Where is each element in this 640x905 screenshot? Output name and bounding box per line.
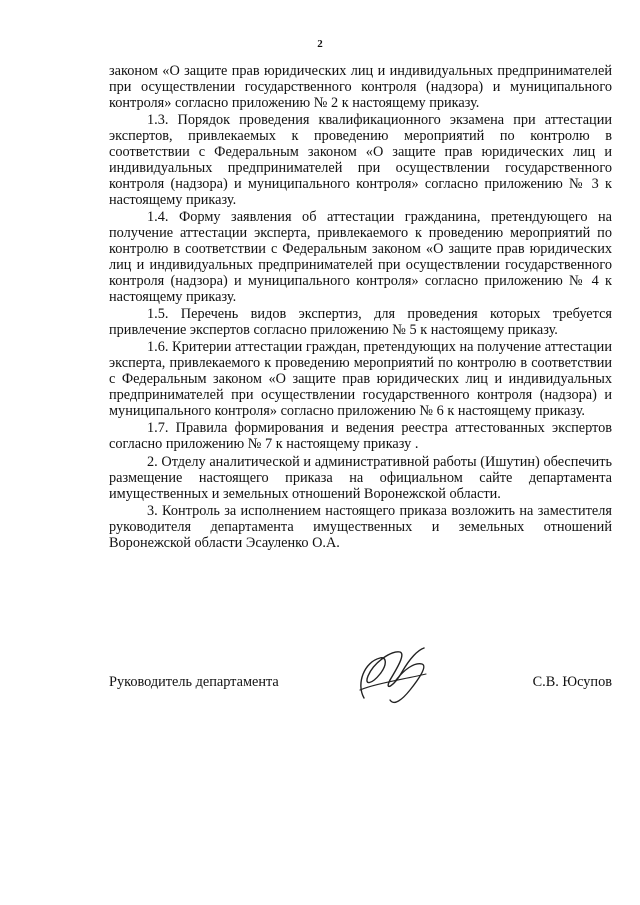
paragraph-1-2-continuation: законом «О защите прав юридических лиц и индивидуальных предпринимателей при осуществлении государственного контроля (надзора) и муниципального контроля» согласно приложению № 2 к настоящему приказу.: [109, 63, 612, 111]
paragraph-3: 3. Контроль за исполнением настоящего приказа возложить на заместителя руководителя департамента имущественных и земельных отношений Воронежской области Эсауленко О.А.: [109, 502, 612, 551]
signatory-name: С.В. Юсупов: [532, 674, 612, 690]
signatory-position: Руководитель департамента: [109, 674, 279, 690]
paragraph-1-5: 1.5. Перечень видов экспертиз, для проведения которых требуется привлечение экспертов согласно приложению № 5 к настоящему приказу.: [109, 306, 612, 338]
paragraph-2: 2. Отделу аналитической и административной работы (Ишутин) обеспечить размещение настоящего приказа на официальном сайте департамента имущественных и земельных отношений Воронежской области.: [109, 453, 612, 502]
paragraph-1-3: 1.3. Порядок проведения квалификационного экзамена при аттестации экспертов, привлекаемых к проведению мероприятий по контролю в соответствии с Федеральным законом «О защите прав юридических лиц и индивидуальных предпринимателей при осуществлении государственного контроля (надзора) и муниципального контроля» согласно приложению № 3 к настоящему приказу.: [109, 112, 612, 208]
page-number: 2: [317, 38, 323, 50]
paragraph-1-6: 1.6. Критерии аттестации граждан, претендующих на получение аттестации эксперта, привлекаемого к проведению мероприятий по контролю в соответствии с Федеральным законом «О защите прав юридических лиц и индивидуальных предпринимателей при осуществлении государственного контроля (надзора) и муниципального контроля» согласно приложению № 6 к настоящему приказу.: [109, 339, 612, 420]
signature-block: [109, 640, 612, 720]
paragraph-1-7: 1.7. Правила формирования и ведения реестра аттестованных экспертов согласно приложению № 7 к настоящему приказу .: [109, 420, 612, 453]
document-body: [109, 64, 612, 553]
handwritten-signature: [334, 640, 444, 712]
paragraph-1-4: 1.4. Форму заявления об аттестации гражданина, претендующего на получение аттестации эксперта, привлекаемого к проведению мероприятий по контролю в соответствии с Федеральным законом «О защите прав юридических лиц и индивидуальных предпринимателей при осуществлении государственного контроля (надзора) и муниципального контроля» согласно приложению № 4 к настоящему приказу.: [109, 209, 612, 305]
